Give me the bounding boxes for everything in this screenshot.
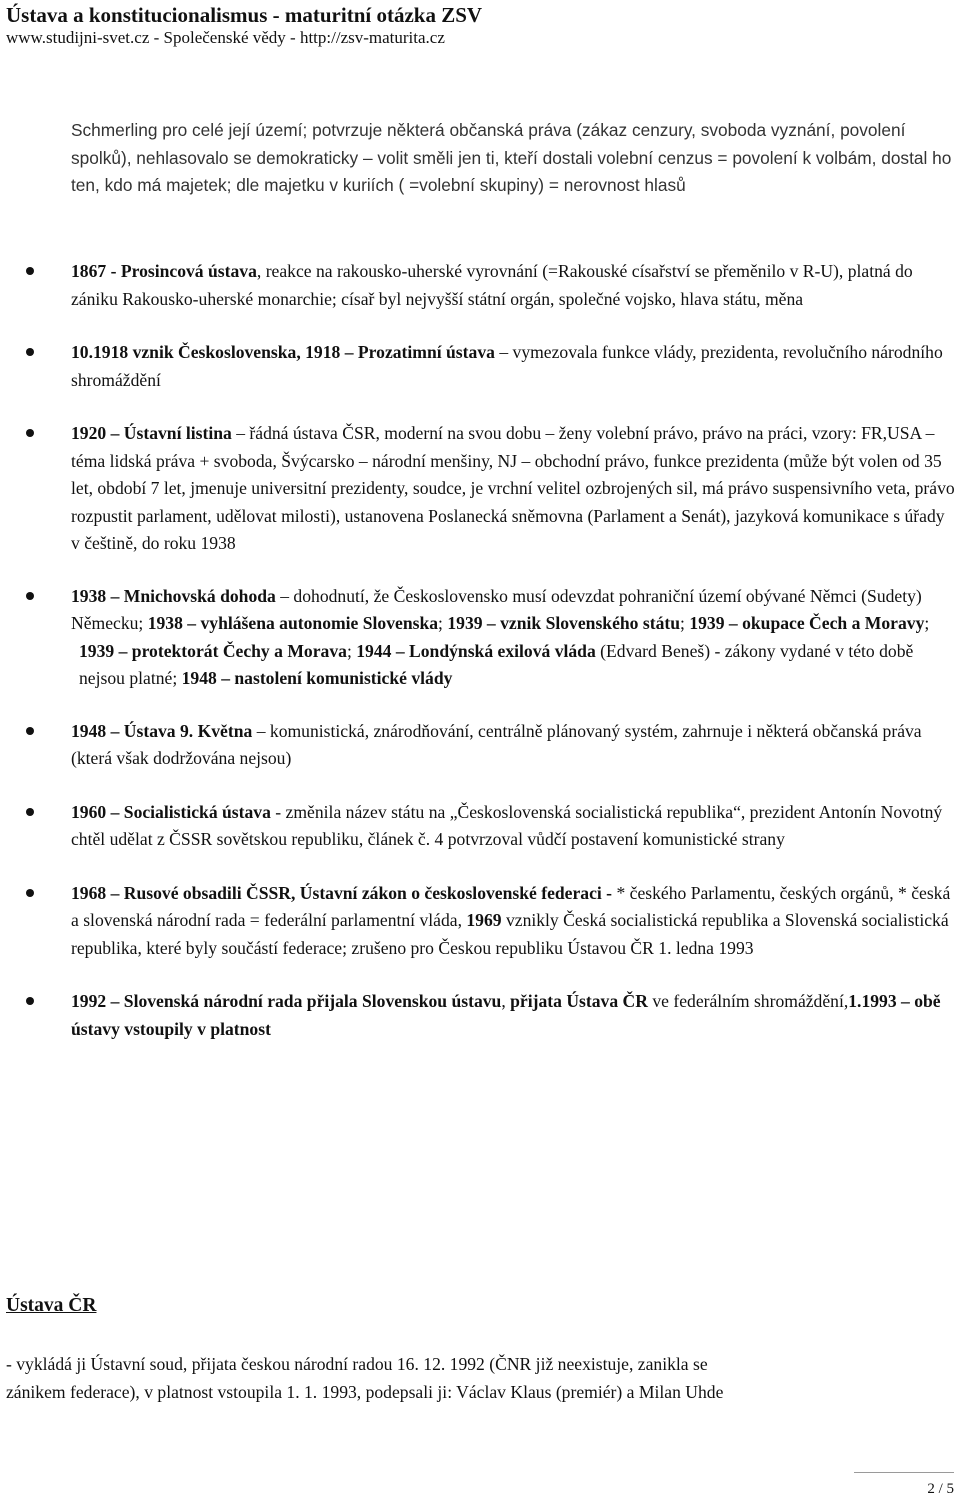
item-text: (Edvard Beneš) - zákony vydané v této době nejsou platné; xyxy=(79,640,914,688)
item-text: ; xyxy=(680,613,690,633)
item-heading: 1938 – Mnichovská dohoda xyxy=(71,585,276,606)
item-heading: 10.1918 vznik Československa, 1918 – Prozatimní ústava xyxy=(71,342,495,362)
list-item xyxy=(71,583,956,693)
list-item xyxy=(71,988,956,1043)
item-heading: 1948 – nastolení komunistické vlády xyxy=(181,668,453,688)
item-heading: 1960 – Socialistická ústava xyxy=(71,801,271,822)
item-heading: 1.1993 – obě ústavy vstoupily v platnost xyxy=(71,991,941,1039)
item-line-group xyxy=(71,638,956,693)
document-title: Ústava a konstitucionalismus - maturitní otázka ZSV xyxy=(6,3,483,27)
item-heading: 1939 – vznik Slovenského státu xyxy=(447,613,681,633)
item-heading: 1938 – vyhlášena autonomie Slovenska xyxy=(147,613,439,633)
page-number: 2 / 5 xyxy=(854,1472,954,1499)
item-heading: 1969 xyxy=(466,910,502,930)
list-item xyxy=(71,799,956,854)
item-text: ; xyxy=(438,613,448,633)
item-heading: 1939 – okupace Čech a Moravy xyxy=(689,613,925,633)
item-text: ; xyxy=(924,613,930,633)
list-item xyxy=(71,718,956,773)
section-line: - vykládá ji Ústavní soud, přijata českou národní radou 16. 12. 1992 (ČNR již neexistuje, zanikla se xyxy=(6,1354,708,1374)
list-item xyxy=(71,339,956,394)
item-heading: 1992 – Slovenská národní rada přijala Slovenskou ústavu xyxy=(71,991,502,1011)
document-subtitle: www.studijni-svet.cz - Společenské vědy - http://zsv-maturita.cz xyxy=(6,28,445,47)
item-heading: 1968 – Rusové obsadili ČSSR, Ústavní zákon o československé federaci - xyxy=(71,882,613,903)
item-heading: 1867 - Prosincová ústava xyxy=(71,261,257,281)
item-text: – vymezovala funkce vlády, prezidenta, revolučního národního shromáždění xyxy=(71,342,943,390)
constitution-history-list xyxy=(71,258,956,1043)
item-text: vznikly Česká socialistická republika a Slovenská socialistická republika, které byly součástí federace; zrušeno pro Českou republiku Ústavou ČR 1. ledna 1993 xyxy=(71,910,949,958)
item-heading: 1939 – protektorát Čechy a Morava xyxy=(79,640,347,661)
item-text: ve federálním shromáždění, xyxy=(647,991,849,1011)
item-text: , xyxy=(501,991,511,1011)
item-text: – řádná ústava ČSR, moderní na svou dobu – ženy volební právo, právo na práci, vzory: FR,USA – téma lidská práva + svoboda, Švýcarsko – národní menšiny, NJ – obchodní právo, funkce prezidenta (může být volen od 35 let, období 7 let, jmenuje universitní prezidenty, soudce, je vrchní velitel ozbrojených sil, má právo suspensivního veta, právo rozpustit parlament, udělovat milosti), ustanovena Poslanecká sněmovna (Parlament a Senát), jazyková komunikace s úřady v češtině, do roku 1938 xyxy=(71,423,955,553)
intro-text: Schmerling pro celé její území; potvrzuje některá občanská práva (zákaz cenzury, svoboda vyznání, povolení spolků), nehlasovalo se demokraticky – volit směli jen ti, kteří dostali volební cenzus = povolení k volbám, dostal ho ten, kdo má majetek; dle majetku v kuriích ( =volební skupiny) = nerovnost hlasů xyxy=(71,120,952,195)
document-header xyxy=(6,2,956,48)
section-paragraph xyxy=(6,1350,956,1406)
item-heading: 1920 – Ústavní listina xyxy=(71,423,232,443)
intro-paragraph xyxy=(71,117,956,200)
item-text: – dohodnutí, že Československo musí odevzdat pohraniční území obývané Němci (Sudety) Německu; xyxy=(71,585,922,633)
item-heading: přijata Ústava ČR xyxy=(510,991,648,1011)
item-line-group xyxy=(71,583,956,638)
list-item xyxy=(71,258,956,313)
list-item xyxy=(71,880,956,963)
item-text: , reakce na rakousko-uherské vyrovnání (=Rakouské císařství se přeměnilo v R-U), platná do zániku Rakousko-uherské monarchie; císař byl nejvyšší státní orgán, společné vojsko, hlava státu, měna xyxy=(71,261,913,309)
item-text: ; xyxy=(346,640,357,661)
item-text: - změnila název státu na „Československá socialistická republika“, prezident Antonín Novotný chtěl udělat z ČSSR sovětskou republiku, článek č. 4 potvrzoval vůdčí postavení komunistické strany xyxy=(71,801,943,849)
item-text: * českého Parlamentu, českých orgánů, * česká a slovenská národní rada = federální parlamentní vláda, xyxy=(71,882,951,930)
item-heading: 1948 – Ústava 9. Května xyxy=(71,720,253,741)
list-item xyxy=(71,420,956,558)
item-heading: 1944 – Londýnská exilová vláda xyxy=(356,640,596,661)
section-line: zánikem federace), v platnost vstoupila 1. 1. 1993, podepsali ji: Václav Klaus (premiér) a Milan Uhde xyxy=(6,1382,724,1402)
section-title: Ústava ČR xyxy=(6,1295,97,1316)
item-text: – komunistická, znárodňování, centrálně plánovaný systém, zahrnuje i některá občanská práva (která však dodržována nejsou) xyxy=(71,720,922,768)
